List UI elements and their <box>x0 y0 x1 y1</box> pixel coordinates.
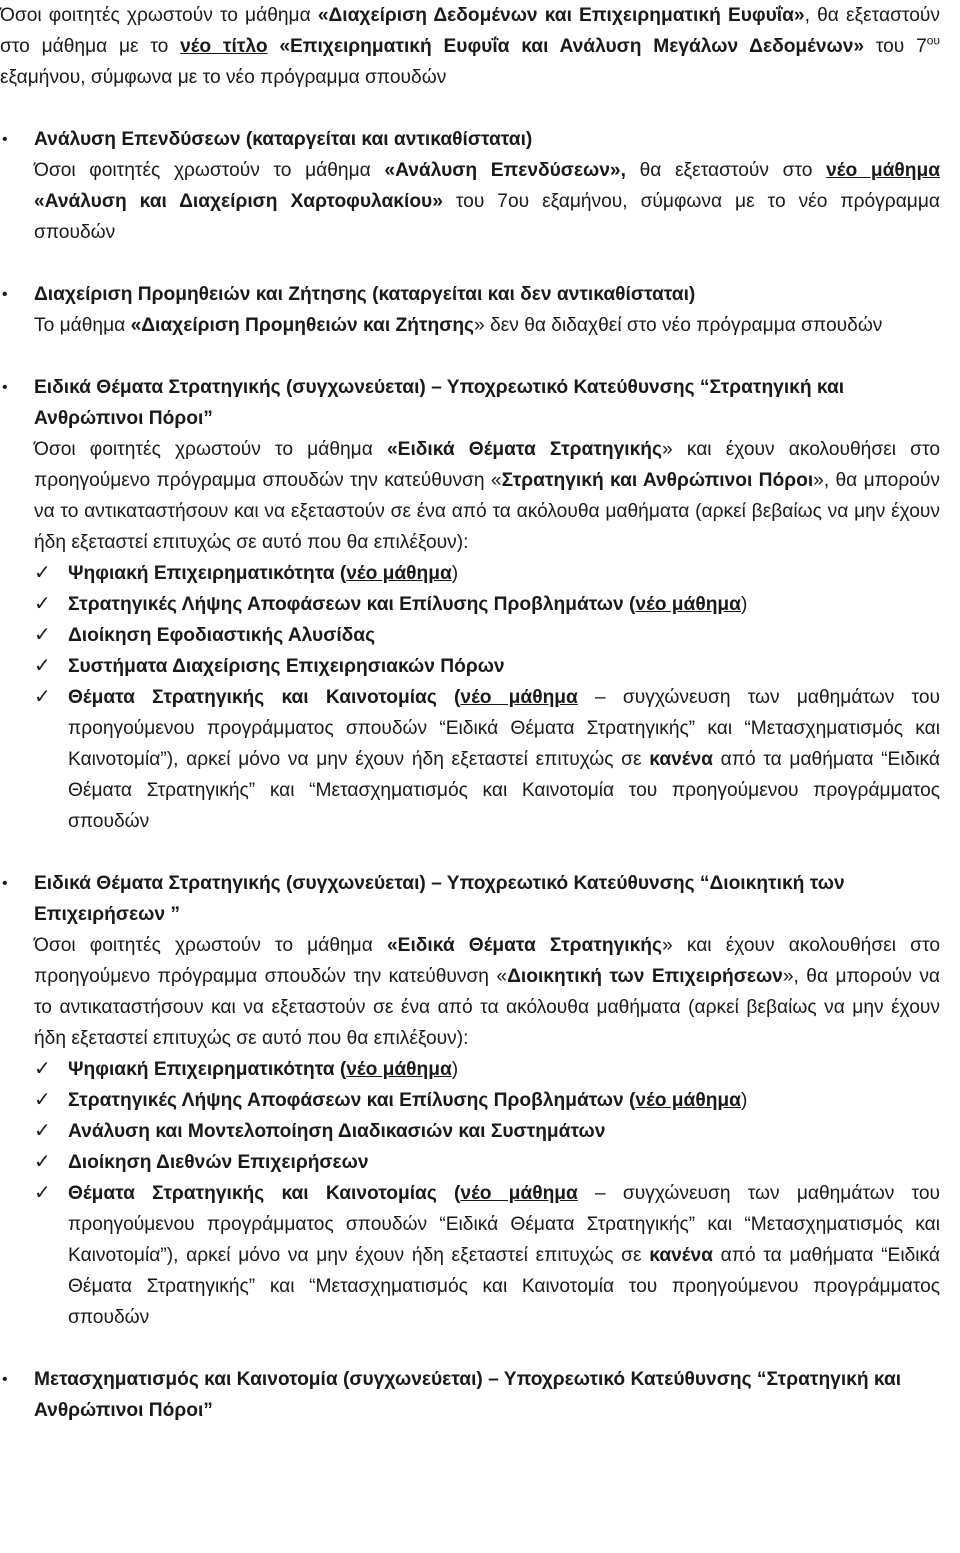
item-text: Θέματα Στρατηγικής και Καινοτομίας ( <box>68 687 461 708</box>
checkmark-icon: ✓ <box>34 1120 51 1142</box>
body-text: » και έχουν ακολουθήσει στο προηγούμενο πρόγραμμα σπουδών την κατεύθυνση « <box>34 935 940 987</box>
intro-text: του 7 <box>864 36 927 57</box>
body-text: » δεν θα διδαχθεί στο νέο πρόγραμμα σπουδών <box>474 315 883 336</box>
item-text: ) <box>451 563 459 584</box>
section-supply-demand <box>0 279 940 310</box>
item-text: Διοίκηση Εφοδιαστικής Αλυσίδας <box>68 625 376 646</box>
bullet-icon: • <box>2 379 8 396</box>
section-heading: Ειδικά Θέματα Στρατηγικής (συγχωνεύεται) – Υποχρεωτικό Κατεύθυνσης “Διοικητική των Επιχειρήσεων ” <box>34 873 845 925</box>
item-text: Ψηφιακή Επιχειρηματικότητα ( <box>68 1059 347 1080</box>
intro-paragraph <box>0 0 940 93</box>
section-strategy-management <box>0 868 940 930</box>
section-heading: Ειδικά Θέματα Στρατηγικής (συγχωνεύεται) – Υποχρεωτικό Κατεύθυνσης “Στρατηγική και Ανθρώπινοι Πόροι” <box>34 377 845 429</box>
body-text: Όσοι φοιτητές χρωστούν το μάθημα <box>34 439 387 460</box>
bullet-icon: • <box>2 1371 8 1388</box>
body-text: Όσοι φοιτητές χρωστούν το μάθημα <box>34 935 387 956</box>
item-text: από τα μαθήματα “Ειδικά Θέματα Στρατηγικής” και “Μετασχηματισμός και Καινοτομία του προηγούμενου προγράμματος σπουδών <box>68 1245 940 1328</box>
new-course-mark: νέο μάθημα <box>460 687 578 708</box>
checkmark-icon: ✓ <box>34 593 51 615</box>
bullet-icon: • <box>2 286 8 303</box>
item-text: Ψηφιακή Επιχειρηματικότητα ( <box>68 563 347 584</box>
track-name: Στρατηγική και Ανθρώπινοι Πόροι <box>501 470 814 491</box>
new-course-mark: νέο μάθημα <box>635 1090 741 1111</box>
item-text: Στρατηγικές Λήψης Αποφάσεων και Επίλυσης Προβλημάτων ( <box>68 1090 636 1111</box>
section-heading: Ανάλυση Επενδύσεων (καταργείται και αντικαθίσταται) <box>34 129 533 150</box>
body-text: » και έχουν ακολουθήσει στο προηγούμενο πρόγραμμα σπουδών την κατεύθυνση « <box>34 439 940 491</box>
body-text: », θα μπορούν να το αντικαταστήσουν και να εξεταστούν σε ένα από τα ακόλουθα μαθήματα (αρκεί βεβαίως να μην έχουν ήδη εξεταστεί επιτυχώς σε αυτό που θα επιλέξουν): <box>34 966 941 1049</box>
checkmark-icon: ✓ <box>34 1182 51 1204</box>
course-name: «Ειδικά Θέματα Στρατηγικής <box>387 439 663 460</box>
body-text: του 7ου εξαμήνου, σύμφωνα με το νέο πρόγραμμα σπουδών <box>34 191 940 243</box>
item-text: Θέματα Στρατηγικής και Καινοτομίας ( <box>68 1183 461 1204</box>
item-text: Συστήματα Διαχείρισης Επιχειρησιακών Πόρων <box>68 656 505 677</box>
section-heading: Διαχείριση Προμηθειών και Ζήτησης (καταργείται και δεν αντικαθίσταται) <box>34 284 696 305</box>
item-text: ) <box>451 1059 459 1080</box>
bullet-icon: • <box>2 131 8 148</box>
list-item <box>34 682 940 837</box>
section-strategy-hr <box>0 372 940 434</box>
item-text: Διοίκηση Διεθνών Επιχειρήσεων <box>68 1152 369 1173</box>
intro-text: εξαμήνου, σύμφωνα με το νέο πρόγραμμα σπουδών <box>0 67 447 88</box>
item-text: Στρατηγικές Λήψης Αποφάσεων και Επίλυσης Προβλημάτων ( <box>68 594 636 615</box>
checkmark-icon: ✓ <box>34 655 51 677</box>
list-item <box>34 1116 940 1147</box>
list-item <box>34 1147 940 1178</box>
checkmark-icon: ✓ <box>34 1089 51 1111</box>
body-text: Το μάθημα <box>34 315 131 336</box>
new-course-mark: νέο μάθημα <box>346 563 452 584</box>
course-options-list <box>34 1054 940 1333</box>
section-body <box>0 155 940 248</box>
body-text: θα εξεταστούν στο <box>625 160 827 181</box>
list-item <box>34 558 940 589</box>
emphasis: κανένα <box>649 1245 713 1266</box>
section-transformation-innovation <box>0 1364 940 1426</box>
intro-text: Όσοι φοιτητές χρωστούν το μάθημα <box>0 5 318 26</box>
item-text: Ανάλυση και Μοντελοποίηση Διαδικασιών και Συστημάτων <box>68 1121 606 1142</box>
course-name: «Ειδικά Θέματα Στρατηγικής <box>387 935 663 956</box>
list-item <box>34 589 940 620</box>
list-item <box>34 620 940 651</box>
checkmark-icon: ✓ <box>34 1058 51 1080</box>
item-text: από τα μαθήματα “Ειδικά Θέματα Στρατηγικής” και “Μετασχηματισμός και Καινοτομία του προηγούμενου προγράμματος σπουδών <box>68 749 940 832</box>
item-text: – συγχώνευση των μαθημάτων του προηγούμενου προγράμματος σπουδών “Ειδικά Θέματα Στρατηγικής” και “Μετασχηματισμός και Καινοτομία”), αρκεί μόνο να μην έχουν ήδη εξεταστεί επιτυχώς σε <box>68 687 941 770</box>
intro-new-course: «Επιχειρηματική Ευφυΐα και Ανάλυση Μεγάλων Δεδομένων» <box>279 36 865 57</box>
list-item <box>34 651 940 682</box>
new-course-mark: νέο μάθημα <box>346 1059 452 1080</box>
course-options-list <box>34 558 940 837</box>
emphasis: κανένα <box>649 749 713 770</box>
item-text: ) <box>740 1090 748 1111</box>
bullet-icon: • <box>2 875 8 892</box>
item-text: – συγχώνευση των μαθημάτων του προηγούμενου προγράμματος σπουδών “Ειδικά Θέματα Στρατηγικής” και “Μετασχηματισμός και Καινοτομία”), αρκεί μόνο να μην έχουν ήδη εξεταστεί επιτυχώς σε <box>68 1183 941 1266</box>
section-body <box>34 930 940 1054</box>
new-course-mark: νέο μάθημα <box>635 594 741 615</box>
old-course: «Ανάλυση Επενδύσεων», <box>384 160 626 181</box>
body-text: », θα μπορούν να το αντικαταστήσουν και να εξεταστούν σε ένα από τα ακόλουθα μαθήματα (αρκεί βεβαίως να μην έχουν ήδη εξεταστεί επιτυχώς σε αυτό που θα επιλέξουν): <box>34 470 940 553</box>
section-investment-analysis <box>0 124 940 155</box>
section-heading: Μετασχηματισμός και Καινοτομία (συγχωνεύεται) – Υποχρεωτικό Κατεύθυνσης “Στρατηγική και Ανθρώπινοι Πόροι” <box>34 1369 902 1421</box>
intro-old-course: «Διαχείριση Δεδομένων και Επιχειρηματική Ευφυΐα» <box>317 5 805 26</box>
list-item <box>34 1178 940 1333</box>
intro-space <box>268 36 280 57</box>
checkmark-icon: ✓ <box>34 1151 51 1173</box>
new-course: «Ανάλυση και Διαχείριση Χαρτοφυλακίου» <box>34 191 443 212</box>
track-name: Διοικητική των Επιχειρήσεων <box>507 966 783 987</box>
checkmark-icon: ✓ <box>34 624 51 646</box>
intro-superscript: ου <box>926 33 940 48</box>
item-text: ) <box>740 594 748 615</box>
section-body <box>34 434 940 558</box>
list-item <box>34 1085 940 1116</box>
intro-new-title: νέο τίτλο <box>180 36 268 57</box>
checkmark-icon: ✓ <box>34 562 51 584</box>
section-body <box>0 310 940 341</box>
intro-text: , θα εξεταστούν στο μάθημα με το <box>0 5 940 57</box>
new-course-mark: νέο μάθημα <box>460 1183 578 1204</box>
course-name: «Διαχείριση Προμηθειών και Ζήτησης <box>130 315 475 336</box>
body-text: Όσοι φοιτητές χρωστούν το μάθημα <box>34 160 385 181</box>
checkmark-icon: ✓ <box>34 686 51 708</box>
new-course-mark: νέο μάθημα <box>826 160 940 181</box>
list-item <box>34 1054 940 1085</box>
